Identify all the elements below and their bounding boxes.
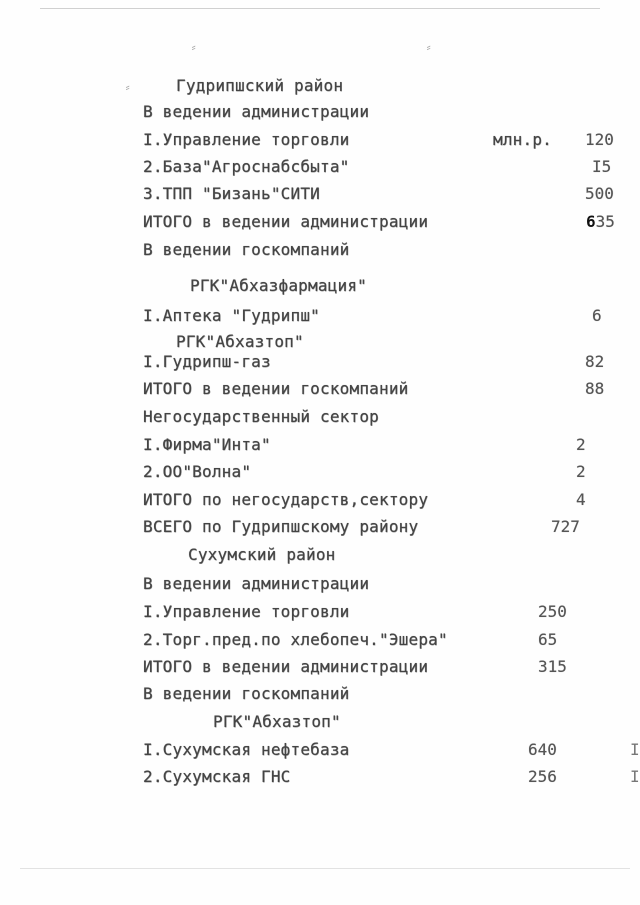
section-heading-gos: В ведении госкомпаний: [143, 240, 350, 259]
scan-speck: ⸗: [190, 40, 198, 54]
list-item-value: 250: [538, 602, 567, 621]
list-item-label: I.Фирма"Инта": [143, 435, 271, 454]
total-value: 88: [585, 379, 605, 398]
list-item-value: 256: [528, 767, 557, 786]
total-value-rest: 35: [595, 212, 615, 231]
section-heading-gos: В ведении госкомпаний: [143, 684, 350, 703]
list-item-value: 6: [592, 306, 602, 325]
total-value: 4: [576, 490, 586, 509]
list-item-value: I5: [592, 157, 612, 176]
list-item-value: 640: [528, 740, 557, 759]
list-item-label: 3.ТПП "Бизань"СИТИ: [143, 184, 320, 203]
list-item-label: 2.Торг.пред.по хлебопеч."Эшера": [143, 630, 448, 649]
total-label: ИТОГО по негосударств,сектору: [143, 490, 429, 509]
company-heading: РГК"Абхазфармация": [190, 276, 367, 295]
scan-speck: ⸗: [124, 80, 132, 94]
total-value-dark-digit: 6: [586, 212, 596, 231]
list-item-value: 120: [585, 130, 614, 149]
total-label: ИТОГО в ведении госкомпаний: [143, 379, 409, 398]
section-heading-admin: В ведении администрации: [143, 102, 370, 121]
list-item-label: 2.Сухумская ГНС: [143, 767, 291, 786]
cut-off-column-mark: I: [630, 740, 640, 759]
list-item-label: I.Управление торговли: [143, 602, 350, 621]
list-item-value: 2: [576, 435, 586, 454]
scan-speck: ⸗: [425, 40, 433, 54]
list-item-label: 2.ОО"Волна": [143, 462, 252, 481]
total-value: [586, 212, 615, 232]
total-value: 315: [538, 657, 567, 676]
district-title-gudripsh: Гудрипшский район: [176, 76, 344, 95]
scan-edge-top: [40, 8, 600, 9]
district-title-sukhum: Сухумский район: [188, 545, 336, 564]
section-heading-admin: В ведении администрации: [143, 574, 370, 593]
list-item-label: 2.База"Агроснабсбыта": [143, 157, 350, 176]
scan-edge-bottom: [20, 868, 630, 869]
grand-total-label: ВСЕГО по Гудрипшскому району: [143, 517, 419, 536]
company-heading: РГК"Абхазтоп": [176, 332, 304, 351]
list-item-label: I.Управление торговли: [143, 130, 350, 149]
grand-total-value: 727: [551, 517, 580, 536]
list-item-label: I.Сухумская нефтебаза: [143, 740, 350, 759]
total-label: ИТОГО в ведении администрации: [143, 212, 429, 231]
list-item-value: 2: [576, 462, 586, 481]
total-label: ИТОГО в ведении администрации: [143, 657, 429, 676]
section-heading-private: Негосударственный сектор: [143, 407, 379, 426]
list-item-label: I.Аптека "Гудрипш": [143, 306, 320, 325]
company-heading: РГК"Абхазтоп": [213, 712, 341, 731]
list-item-value: 65: [538, 630, 558, 649]
list-item-value: 500: [585, 184, 614, 203]
list-item-value: 82: [585, 352, 605, 371]
cut-off-column-mark: I: [630, 767, 640, 786]
unit-label: млн.р.: [493, 130, 552, 149]
list-item-label: I.Гудрипш-газ: [143, 352, 271, 371]
